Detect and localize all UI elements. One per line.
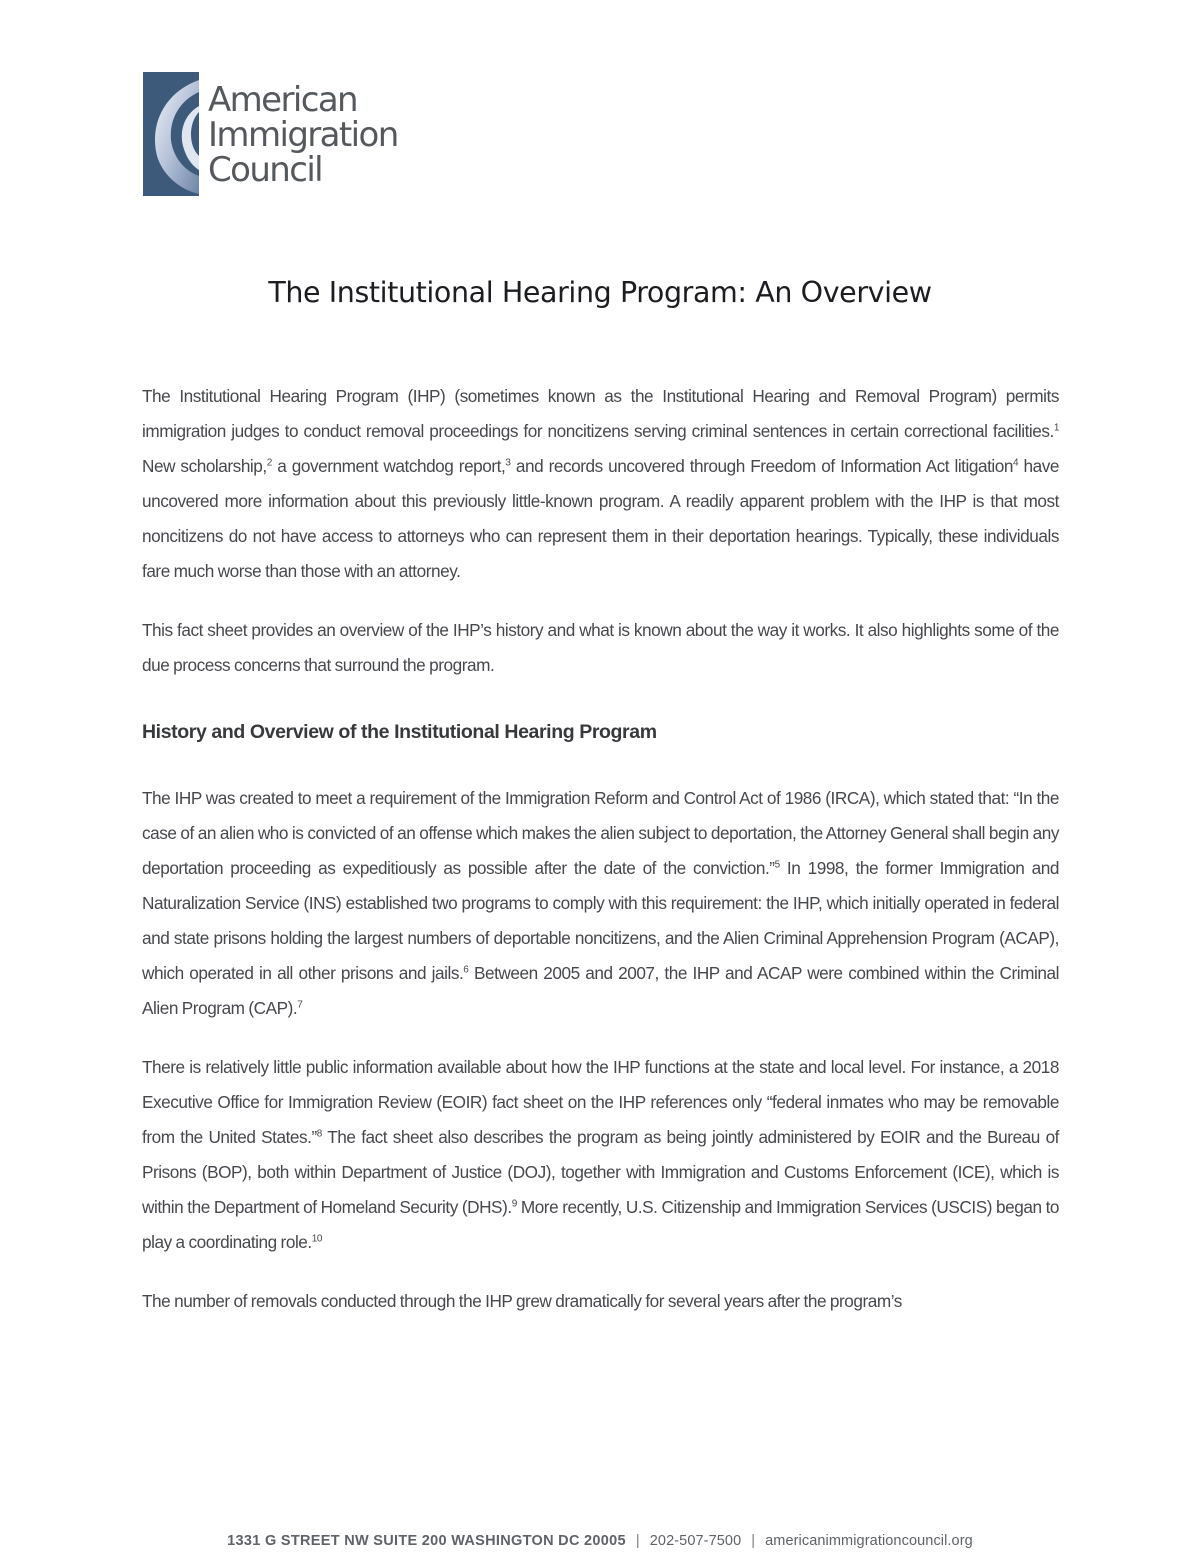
footer-separator: | (635, 1533, 640, 1549)
intro-paragraph-2: This fact sheet provides an overview of the IHP’s history and what is known about the way it works. It also highlights some of the due process concerns that surround the program. (142, 620, 1059, 675)
footnote-ref-1: 1 (1053, 422, 1059, 434)
section-heading: History and Overview of the Institutional Hearing Program (142, 721, 657, 743)
footnote-ref-5: 5 (774, 859, 780, 871)
footnote-ref-4: 4 (1013, 457, 1019, 469)
section-paragraph-1 (142, 781, 1059, 1026)
intro-p1-text-3: a government watchdog report, (271, 456, 506, 476)
logo-mark-icon (143, 72, 199, 196)
intro-p1-text-2: New scholarship, (142, 456, 267, 476)
section-p2-text-3: More recently, U.S. Citizenship and Immigration Services (USCIS) began to play a coordinating role. (142, 1197, 1060, 1252)
footnote-ref-9: 9 (511, 1198, 517, 1210)
logo-line-1: American (208, 80, 357, 120)
intro-p1-text-4: and records uncovered through Freedom of Information Act litigation (510, 456, 1014, 476)
section-p1-text-2: In 1998, the former Immigration and Naturalization Service (INS) established two programs to comply with this requirement: the IHP, which initially operated in federal and state prisons holding the largest numbers of deportable noncitizens, and the Alien Criminal Apprehension Program (ACAP), which operated in all other prisons and jails. (142, 858, 1059, 983)
logo-wordmark (208, 80, 398, 190)
document-title: The Institutional Hearing Program: An Overview (268, 276, 932, 309)
document-body (142, 379, 1059, 1343)
section-p2-text-1: There is relatively little public information available about how the IHP functions at the state and local level. For instance, a 2018 Executive Office for Immigration Review (EOIR) fact sheet on the IHP references only “federal inmates who may be removable from the United States.” (142, 1057, 1059, 1147)
organization-logo (143, 72, 443, 198)
footnote-ref-7: 7 (297, 999, 303, 1011)
logo-line-2: Immigration (208, 115, 398, 155)
logo-line-3: Council (208, 150, 323, 190)
intro-paragraph-1 (142, 379, 1059, 589)
footer-website-link[interactable]: americanimmigrationcouncil.org (765, 1533, 973, 1549)
footnote-ref-10: 10 (311, 1233, 322, 1245)
footer-address: 1331 G STREET NW SUITE 200 WASHINGTON DC 20005 (227, 1533, 626, 1549)
footnote-ref-3: 3 (505, 457, 511, 469)
intro-p1-text-5: have uncovered more information about this previously little-known program. A readily apparent problem with the IHP is that most noncitizens do not have access to attorneys who can represent them in their deportation hearings. Typically, these individuals fare much worse than those with an attorney. (142, 456, 1060, 581)
footer-phone: 202-507-7500 (649, 1533, 742, 1549)
footnote-ref-2: 2 (266, 457, 272, 469)
footer-separator: | (751, 1533, 756, 1549)
section-p1-text-3: Between 2005 and 2007, the IHP and ACAP were combined within the Criminal Alien Program (CAP). (142, 963, 1059, 1018)
section-paragraph-2 (142, 1050, 1059, 1260)
section-paragraph-3: The number of removals conducted through the IHP grew dramatically for several years after the program’s (142, 1291, 902, 1311)
footnote-ref-8: 8 (316, 1128, 322, 1140)
page-footer (0, 1533, 1200, 1549)
section-p1-text-1: The IHP was created to meet a requirement of the Immigration Reform and Control Act of 1986 (IRCA), which stated that: “In the case of an alien who is convicted of an offense which makes the alien subject to deportation, the Attorney General shall begin any deportation proceeding as expeditiously as possible after the date of the conviction.” (142, 788, 1059, 878)
footnote-ref-6: 6 (463, 964, 469, 976)
section-p2-text-2: The fact sheet also describes the program as being jointly administered by EOIR and the Bureau of Prisons (BOP), both within Department of Justice (DOJ), together with Immigration and Customs Enforcement (ICE), which is within the Department of Homeland Security (DHS). (142, 1127, 1060, 1217)
intro-p1-text-1: The Institutional Hearing Program (IHP) (sometimes known as the Institutional Hearing and Removal Program) permits immigration judges to conduct removal proceedings for noncitizens serving criminal sentences in certain correctional facilities. (142, 386, 1059, 441)
